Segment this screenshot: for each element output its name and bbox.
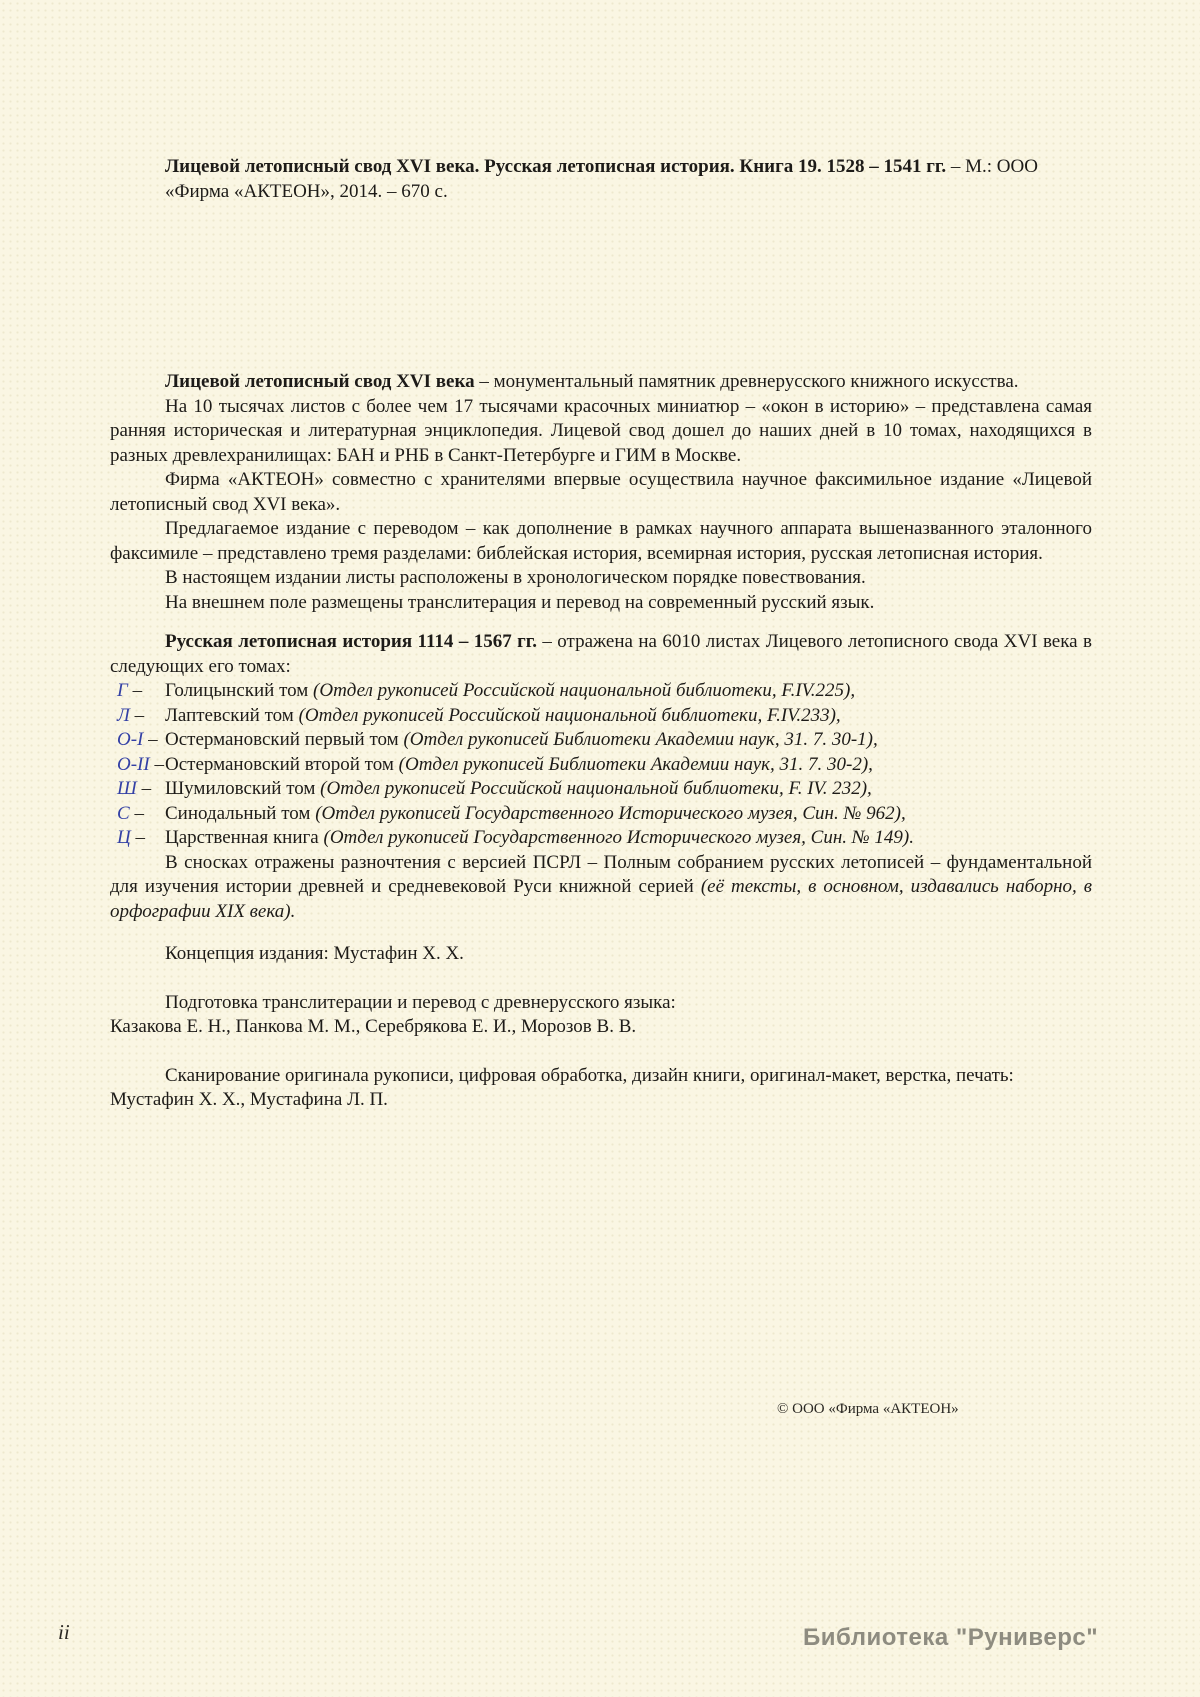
intro-paragraph-2: На 10 тысячах листов с более чем 17 тысячами красочных миниатюр – «окон в историю» – представлена самая ранняя историческая и литературная энциклопедия. Лицевой свод дошел до наших дней в 10 томах, находящихся в разных древлехранилищах: БАН и РНБ в Санкт-Петербурге и ГИМ в Москве. xyxy=(110,395,1092,466)
concept-line: Концепция издания: Мустафин Х. Х. xyxy=(165,943,464,964)
imprint-content xyxy=(110,155,1092,1113)
volume-dash: – xyxy=(136,778,152,799)
volume-description xyxy=(165,704,1092,729)
volumes-heading-bold: Русская летописная история 1114 – 1567 гг. xyxy=(165,631,537,652)
volume-dash: – xyxy=(129,802,144,824)
volume-letter: О-II xyxy=(117,753,150,775)
volume-letter: Г xyxy=(117,680,128,701)
citation-title-bold: Лицевой летописный свод XVI века. Русская летописная история. Книга 19. 1528 – 1541 гг. xyxy=(165,156,947,177)
intro-paragraph-1-rest: – монументальный памятник древнерусского книжного искусства. xyxy=(474,371,1019,392)
intro-paragraph-1 xyxy=(110,370,1092,395)
intro-paragraph-5: В настоящем издании листы расположены в хронологическом порядке повествования. xyxy=(165,567,866,588)
volume-key xyxy=(110,728,165,753)
volume-dash: – xyxy=(129,704,145,726)
volume-description xyxy=(165,679,1092,704)
volume-item xyxy=(110,826,1092,851)
volume-detail: (Отдел рукописей Государственного Исторического музея, Син. № 962), xyxy=(315,802,906,824)
volume-detail: (Отдел рукописей Российской национальной библиотеки, F. IV. 232), xyxy=(320,778,872,799)
bibliographic-citation xyxy=(165,155,1092,204)
volume-description xyxy=(165,826,1092,851)
volume-item xyxy=(110,753,1092,778)
volume-list xyxy=(110,679,1092,851)
volume-key xyxy=(110,802,165,827)
volume-key xyxy=(110,679,165,704)
volume-detail: (Отдел рукописей Библиотеки Академии наук, 31. 7. 30-1), xyxy=(403,729,878,750)
volume-description xyxy=(165,802,1092,827)
volume-item xyxy=(110,802,1092,827)
page-number: ii xyxy=(58,1620,70,1644)
volume-letter: О-I xyxy=(117,729,144,750)
volume-key xyxy=(110,826,165,851)
volumes-heading-rest: – отражена на 6010 листах Лицевого летописного свода XVI века в следующих его томах: xyxy=(110,631,1092,677)
volume-item xyxy=(110,777,1092,802)
runivers-library-watermark: Библиотека "Руниверс" xyxy=(803,1624,1099,1651)
volume-name: Остермановский второй том xyxy=(165,753,399,775)
intro-paragraph-3: Фирма «АКТЕОН» совместно с хранителями впервые осуществила научное факсимильное издание «Лицевой летописный свод XVI века». xyxy=(110,469,1092,515)
intro-paragraph-4: Предлагаемое издание с переводом – как дополнение в рамках научного аппарата вышеназванного эталонного факсимиле – представлено тремя разделами: библейская история, всемирная история, русская летописная история. xyxy=(110,518,1092,564)
volume-detail: (Отдел рукописей Российской национальной библиотеки, F.IV.225), xyxy=(313,680,856,701)
volume-name: Синодальный том xyxy=(165,802,316,824)
intro-title-bold: Лицевой летописный свод XVI века xyxy=(165,371,475,392)
intro-paragraph-6: На внешнем поле размещены транслитерация и перевод на современный русский язык. xyxy=(165,591,875,613)
footnote-italic: (её тексты, в основном, издавались наборно, в орфографии XIX века). xyxy=(110,876,1093,922)
volume-name: Остермановский первый том xyxy=(165,729,404,750)
volume-description xyxy=(165,728,1092,753)
citation-publisher: – М.: ООО «Фирма «АКТЕОН», 2014. – 670 с. xyxy=(165,156,1038,202)
volume-dash: – xyxy=(130,827,145,848)
transliteration-heading: Подготовка транслитерации и перевод с древнерусского языка: xyxy=(165,991,676,1013)
volume-key xyxy=(110,753,165,778)
volume-letter: Ц xyxy=(117,827,131,848)
intro-section xyxy=(110,370,1092,615)
volume-description xyxy=(165,753,1092,778)
volume-key xyxy=(110,777,165,802)
volume-dash: – xyxy=(143,729,158,750)
scanning-names: Мустафин Х. Х., Мустафина Л. П. xyxy=(110,1089,388,1110)
volume-item xyxy=(110,728,1092,753)
volume-dash: – xyxy=(149,753,164,775)
transliteration-names: Казакова Е. Н., Панкова М. М., Серебрякова Е. И., Морозов В. В. xyxy=(110,1016,637,1037)
scanning-heading: Сканирование оригинала рукописи, цифровая обработка, дизайн книги, оригинал-макет, верстка, печать: xyxy=(165,1064,1014,1086)
volume-detail: (Отдел рукописей Российской национальной библиотеки, F.IV.233), xyxy=(298,704,841,726)
volume-letter: Ш xyxy=(117,778,137,799)
volumes-heading xyxy=(110,630,1092,679)
volume-name: Голицынский том xyxy=(165,680,314,701)
volume-name: Царственная книга xyxy=(165,827,324,848)
volume-dash: – xyxy=(127,680,143,701)
volume-letter: Л xyxy=(117,704,130,726)
volume-letter: С xyxy=(117,802,130,824)
volume-item xyxy=(110,679,1092,704)
volume-detail: (Отдел рукописей Государственного Исторического музея, Син. № 149). xyxy=(323,827,914,848)
copyright-notice: © ООО «Фирма «АКТЕОН» xyxy=(777,1401,959,1417)
volume-detail: (Отдел рукописей Библиотеки Академии наук, 31. 7. 30-2), xyxy=(398,753,873,775)
volume-name: Шумиловский том xyxy=(165,778,321,799)
volume-key xyxy=(110,704,165,729)
footnote-paragraph xyxy=(110,851,1092,925)
volume-name: Лаптевский том xyxy=(165,704,299,726)
volume-item xyxy=(110,704,1092,729)
volume-description xyxy=(165,777,1092,802)
footnote-text: В сносках отражены разночтения с версией ПСРЛ – Полным собранием русских летописей – фундаментальной для изучения истории древней и средневековой Руси книжной серией xyxy=(110,851,1092,897)
